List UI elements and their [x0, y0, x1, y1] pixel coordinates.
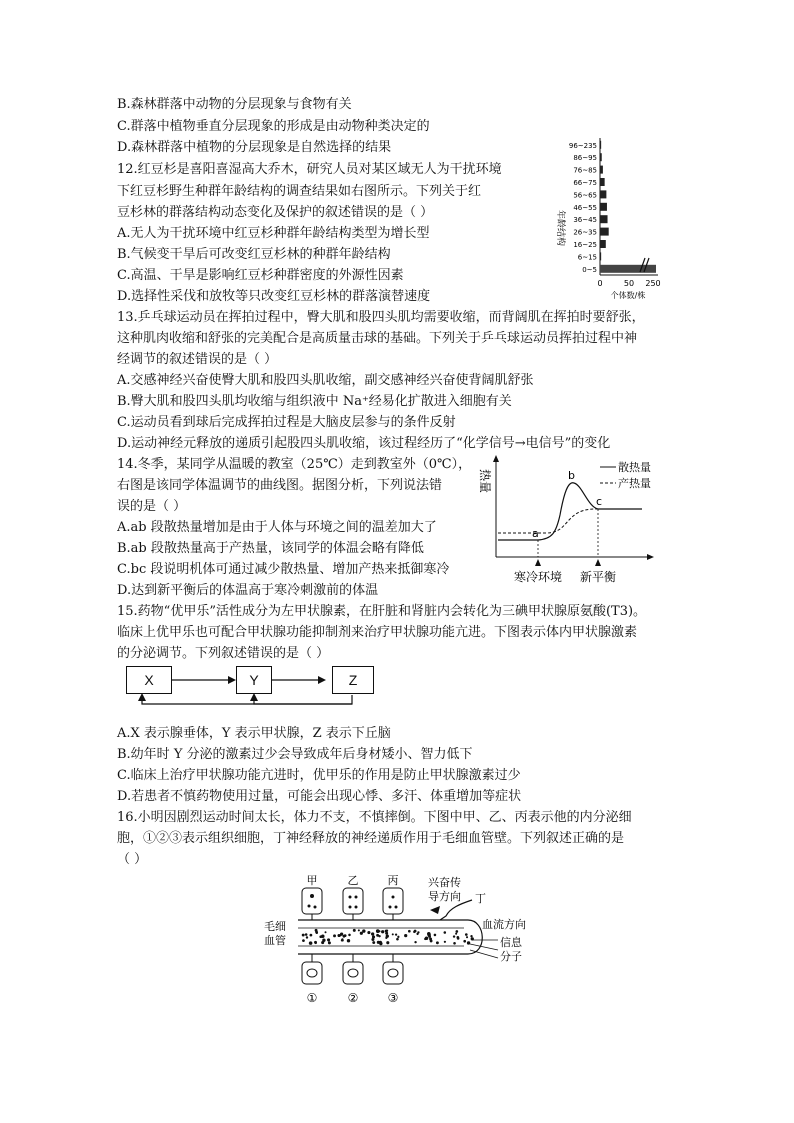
- text-line: 临床上优甲乐也可配合甲状腺功能抑制剂来治疗甲状腺功能亢进。下图表示体内甲状腺激素: [117, 625, 638, 640]
- heat-chart-ylabel: 热量: [478, 469, 492, 494]
- age-bar-9: [600, 153, 602, 161]
- age-chart-xtick-0: 0: [597, 279, 603, 288]
- tissue-cell-3: [383, 962, 403, 984]
- option-c: C.高温、干旱是影响红豆杉种群密度的外源性因素: [117, 268, 404, 283]
- label-new-balance: 新平衡: [579, 570, 617, 584]
- text-line: 右图是该同学体温调节的曲线图。据图分析，下列说法错: [117, 478, 443, 493]
- tissue-cell-1: [302, 962, 322, 984]
- age-category-label: 46~55: [573, 203, 597, 212]
- option-d: D.若患者不慎药物使用过量，可能会出现心悸、多汗、体重增加等症状: [117, 789, 522, 804]
- label-capillary-1: 毛细: [264, 920, 286, 933]
- text-line: C.群落中植物垂直分层现象的形成是由动物种类决定的: [117, 119, 430, 134]
- age-chart-ylabel: 年龄结构: [555, 210, 565, 247]
- option-d: D.达到新平衡后的体温高于寒冷刺激前的体温: [117, 583, 379, 598]
- point-c: c: [596, 495, 603, 508]
- endocrine-cell-yi: [343, 888, 363, 914]
- age-bar-3: [600, 228, 609, 236]
- endocrine-cell-jia: [302, 888, 322, 914]
- age-chart-xtick-50: 50: [623, 279, 635, 288]
- age-category-label: 36~45: [573, 216, 597, 225]
- option-b: B.ab 段散热量高于产热量，该同学的体温会略有降低: [117, 541, 424, 556]
- box-x: X: [126, 666, 172, 694]
- balance-arrow: [595, 559, 601, 566]
- heat-curve-chart: [476, 455, 658, 585]
- box-y: Y: [236, 666, 272, 694]
- option-d: D.选择性采伐和放牧等只改变红豆杉林的群落演替速度: [117, 289, 431, 304]
- age-category-label: 0~5: [582, 265, 597, 274]
- text-line: 胞，①②③表示组织细胞，丁神经释放的神经递质作用于毛细血管壁。下列叙述正确的是: [117, 831, 625, 846]
- age-structure-chart: [548, 132, 668, 302]
- age-category-label: 96~235: [568, 141, 597, 150]
- tissue-cell-2: [343, 962, 363, 984]
- age-bar-8: [600, 166, 603, 174]
- age-bar-4: [600, 215, 608, 223]
- label-signal-2: 分子: [500, 950, 522, 963]
- label-excitation-1: 兴奋传: [428, 876, 461, 889]
- age-bar-7: [600, 178, 605, 186]
- age-category-label: 26~35: [573, 228, 597, 237]
- text-line: D.森林群落中植物的分层现象是自然选择的结果: [117, 140, 392, 155]
- production-curve: [498, 509, 642, 533]
- age-bar-0: [600, 265, 656, 273]
- cell-bing-label: 丙: [387, 874, 399, 887]
- tissue-label-1: ①: [306, 991, 318, 1005]
- age-category-label: 16~25: [573, 241, 597, 249]
- label-capillary-2: 血管: [264, 934, 286, 947]
- tissue-label-3: ③: [387, 991, 399, 1005]
- label-excitation-2: 导方向: [428, 890, 461, 903]
- box-z: Z: [332, 666, 374, 694]
- option-c: C.临床上治疗甲状腺功能亢进时，优甲乐的作用是防止甲状腺激素过少: [117, 768, 521, 783]
- age-chart-xtick-250: 250: [645, 279, 661, 288]
- age-bar-6: [600, 190, 606, 198]
- age-bar-2: [600, 240, 606, 248]
- text-line: 豆杉林的群落结构动态变化及保护的叙述错误的是（ ）: [117, 205, 434, 220]
- cold-arrow: [535, 559, 541, 566]
- question-15-stem: 15.药物“优甲乐”活性成分为左甲状腺素，在肝脏和肾脏内会转化为三碘甲状腺原氨酸(T3)。: [117, 604, 647, 619]
- question-12-stem: 12.红豆杉是喜阳喜湿高大乔木，研究人员对某区域无人为干扰环境: [117, 162, 502, 177]
- tissue-label-2: ②: [347, 991, 359, 1005]
- text-line: 下红豆杉野生种群年龄结构的调查结果如右图所示。下列关于红: [117, 184, 482, 199]
- age-category-label: 56~65: [573, 191, 597, 200]
- text-line: 这种肌肉收缩和舒张的完美配合是高质量击球的基础。下列关于乒乓球运动员挥拍过程中神: [117, 331, 638, 346]
- text-line: 误的是（ ）: [117, 499, 187, 514]
- nerve-ding: [440, 900, 472, 920]
- option-a: A.交感神经兴奋使臀大肌和股四头肌收缩，副交感神经兴奋使背阔肌舒张: [117, 373, 534, 388]
- age-category-label: 66~75: [573, 179, 597, 187]
- age-chart-xlabel: 个体数/株: [610, 291, 646, 300]
- label-cold-environment: 寒冷环境: [513, 570, 563, 584]
- text-line: B.森林群落中动物的分层现象与食物有关: [117, 97, 352, 112]
- text-line: 的分泌调节。下列叙述错误的是（ ）: [117, 646, 330, 661]
- question-16-stem: 16.小明因剧烈运动时间太长，体力不支，不慎摔倒。下图中甲、乙、丙表示他的内分泌细: [117, 810, 632, 825]
- y-axis-arrow: [493, 455, 499, 462]
- age-category-label: 76~85: [573, 166, 597, 175]
- text-line: （ ）: [117, 852, 148, 867]
- excitation-arrow-icon: [430, 906, 440, 914]
- age-bar-10: [600, 141, 601, 149]
- age-category-label: 86~95: [573, 154, 597, 163]
- option-a: A.ab 段散热量增加是由于人体与环境之间的温差加大了: [117, 520, 437, 535]
- label-blood-flow: 血流方向: [482, 918, 526, 931]
- text-line: 经调节的叙述错误的是（ ）: [117, 352, 278, 367]
- legend-dissipation: 散热量: [618, 461, 651, 474]
- label-ding: 丁: [475, 892, 486, 905]
- dissipation-curve: [498, 483, 642, 540]
- point-a: a: [532, 527, 539, 540]
- option-a: A.X 表示腺垂体，Y 表示甲状腺，Z 表示下丘脑: [117, 726, 391, 741]
- cell-jia-label: 甲: [306, 874, 318, 887]
- x-axis-arrow: [647, 554, 654, 560]
- option-b: B.臀大肌和股四头肌均收缩与组织液中 Na⁺经易化扩散进入细胞有关: [117, 394, 512, 409]
- blood-cells: [302, 929, 474, 945]
- question-13-stem: 13.乒乓球运动员在挥拍过程中，臀大肌和股四头肌均需要收缩，而背阔肌在挥拍时要舒张，: [117, 310, 645, 325]
- capillary-diagram: [250, 870, 570, 1010]
- option-a: A.无人为干扰环境中红豆杉种群年龄结构类型为增长型: [117, 226, 430, 241]
- question-14-stem: 14.冬季，某同学从温暖的教室（25℃）走到教室外（0℃），: [117, 457, 472, 472]
- option-c: C.bc 段说明机体可通过减少散热量、增加产热来抵御寒冷: [117, 562, 450, 577]
- point-b: b: [568, 469, 575, 482]
- cell-yi-label: 乙: [347, 874, 359, 887]
- endocrine-cell-bing: [383, 888, 403, 914]
- legend-production: 产热量: [618, 477, 651, 490]
- option-b: B.幼年时 Y 分泌的激素过少会导致成年后身材矮小、智力低下: [117, 747, 473, 762]
- label-signal-1: 信息: [500, 936, 522, 949]
- option-c: C.运动员看到球后完成挥拍过程是大脑皮层参与的条件反射: [117, 415, 456, 430]
- option-b: B.气候变干旱后可改变红豆杉林的种群年龄结构: [117, 247, 391, 262]
- age-bar-5: [600, 203, 607, 211]
- age-bar-1: [600, 252, 601, 260]
- option-d: D.运动神经元释放的递质引起股四头肌收缩，该过程经历了“化学信号→电信号”的变化: [117, 436, 611, 451]
- age-category-label: 6~15: [577, 253, 597, 262]
